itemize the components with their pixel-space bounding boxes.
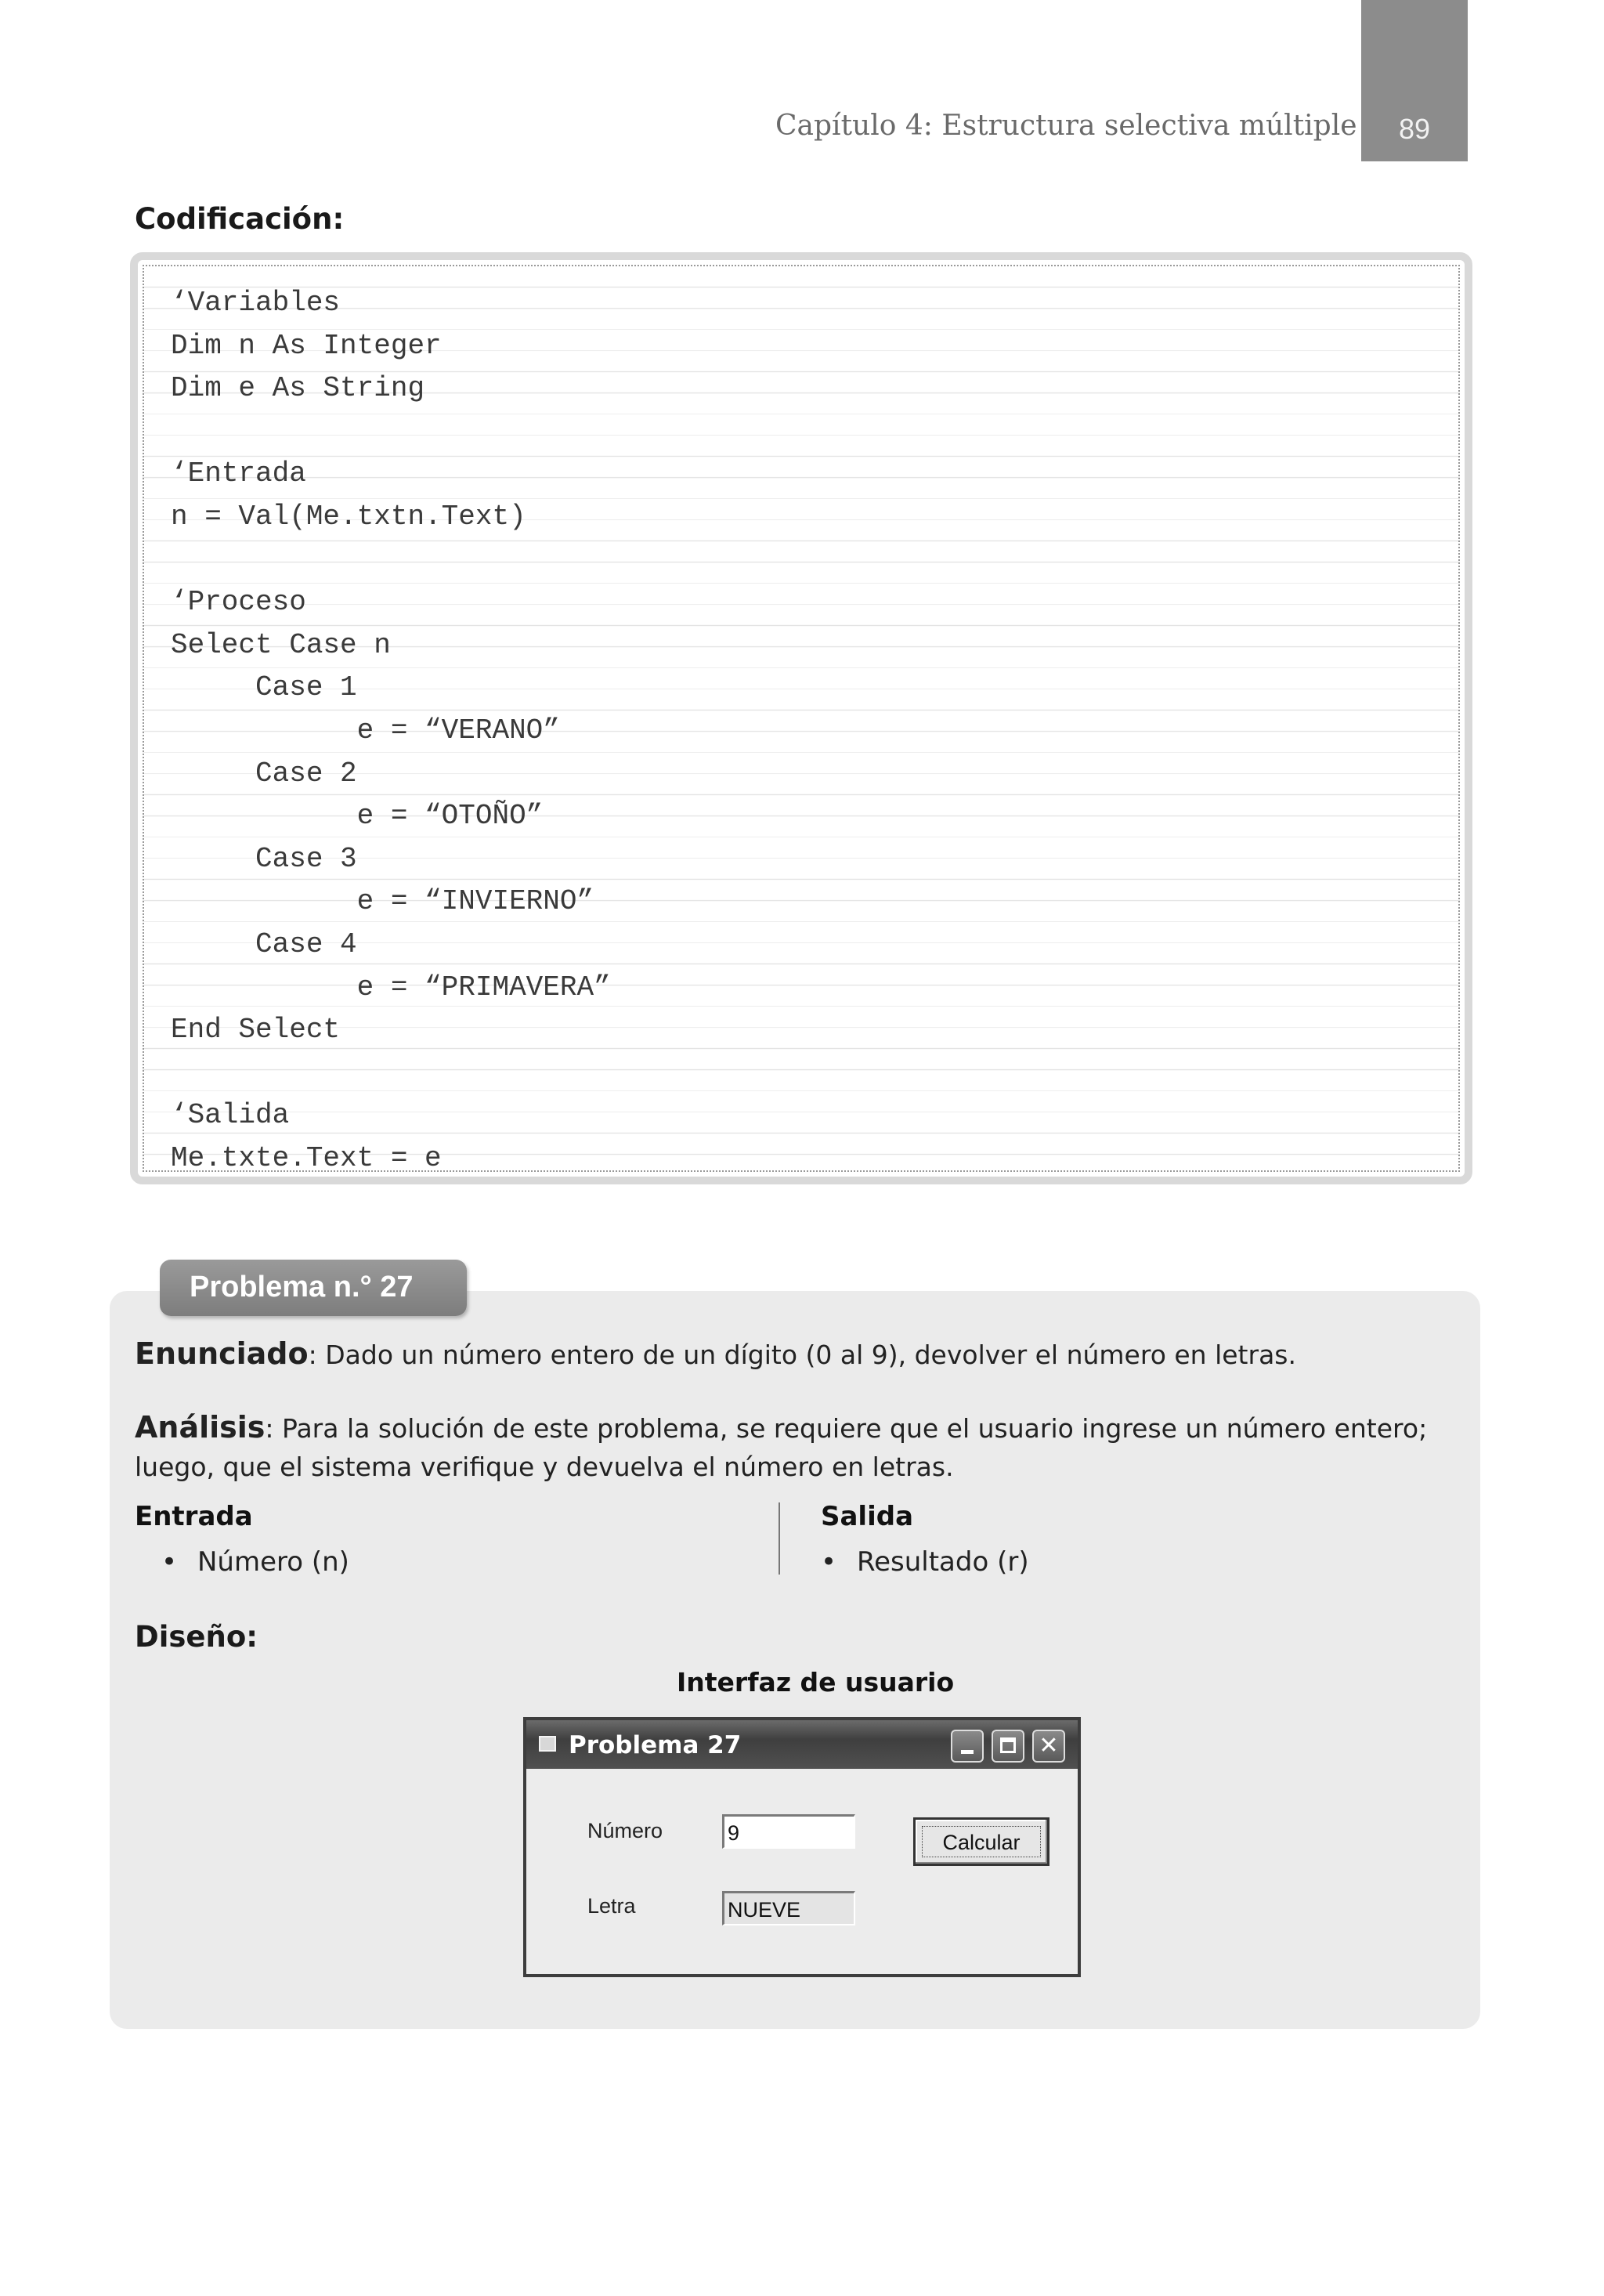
code-box — [130, 252, 1472, 1184]
codification-title: Codificación: — [135, 202, 345, 236]
code-line: Me.txte.Text = e — [171, 1141, 442, 1174]
analysis-text: : Para la solución de este problema, se requiere que el usuario ingrese un número entero; luego, que el sistema verifique y devuelva el número en letras. — [135, 1413, 1428, 1482]
close-icon[interactable]: ✕ — [1032, 1730, 1065, 1763]
code-line: n = Val(Me.txtn.Text) — [171, 500, 526, 533]
code-line: Case 1 — [171, 671, 357, 704]
code-line: End Select — [171, 1014, 341, 1047]
code-line: e = “PRIMAVERA” — [171, 971, 611, 1003]
chapter-header: Capítulo 4: Estructura selectiva múltiple — [775, 110, 1357, 142]
window-title: Problema 27 — [569, 1731, 742, 1759]
code-line: Select Case n — [171, 628, 391, 661]
design-title: Diseño: — [135, 1620, 258, 1654]
code-line: ‘Proceso — [171, 586, 306, 619]
window-titlebar[interactable] — [526, 1720, 1078, 1769]
code-line — [171, 539, 611, 582]
column-divider — [779, 1502, 780, 1575]
bullet-icon: • — [821, 1546, 837, 1578]
code-listing — [171, 282, 611, 1180]
output-list-item — [821, 1546, 1029, 1578]
letter-label: Letra — [587, 1894, 636, 1918]
code-line: ‘Salida — [171, 1099, 290, 1132]
code-line: ‘Variables — [171, 287, 341, 319]
code-line: ‘Entrada — [171, 457, 306, 490]
problem-tab — [160, 1260, 467, 1316]
input-heading: Entrada — [135, 1501, 253, 1532]
letter-output-field[interactable]: NUEVE — [722, 1891, 855, 1925]
ui-caption: Interfaz de usuario — [677, 1667, 955, 1698]
code-line: Case 4 — [171, 927, 357, 960]
code-line: e = “INVIERNO” — [171, 885, 594, 918]
page-number-tab — [1361, 0, 1468, 161]
problema-27-window — [523, 1717, 1081, 1977]
calcular-button[interactable] — [913, 1817, 1049, 1866]
window-app-icon — [539, 1736, 556, 1752]
code-line: e = “OTOÑO” — [171, 800, 544, 833]
analysis-label: Análisis — [135, 1410, 266, 1444]
code-line: e = “VERANO” — [171, 714, 560, 747]
number-input[interactable]: 9 — [722, 1814, 855, 1849]
code-line: Case 2 — [171, 757, 357, 790]
problem-tab-label: Problema n.° 27 — [190, 1271, 414, 1303]
code-box-lined-area — [143, 265, 1460, 1172]
code-line — [171, 1052, 611, 1095]
code-line: Dim n As Integer — [171, 329, 442, 362]
statement-text: : Dado un número entero de un dígito (0 al 9), devolver el número en letras. — [308, 1340, 1296, 1370]
input-item-text: Número (n) — [197, 1546, 349, 1578]
bullet-icon: • — [161, 1546, 178, 1578]
number-label: Número — [587, 1819, 663, 1842]
code-line: Dim e As String — [171, 372, 425, 405]
code-line: Case 3 — [171, 842, 357, 875]
page-number: 89 — [1398, 113, 1431, 145]
statement-paragraph — [135, 1335, 1476, 1374]
analysis-paragraph — [135, 1408, 1476, 1486]
output-heading: Salida — [821, 1501, 914, 1532]
minimize-icon[interactable] — [951, 1730, 984, 1763]
output-item-text: Resultado (r) — [857, 1546, 1029, 1578]
maximize-icon[interactable] — [992, 1730, 1024, 1763]
code-line — [171, 410, 611, 454]
input-list-item — [161, 1546, 349, 1578]
calcular-button-label: Calcular — [922, 1826, 1041, 1857]
statement-label: Enunciado — [135, 1336, 309, 1371]
